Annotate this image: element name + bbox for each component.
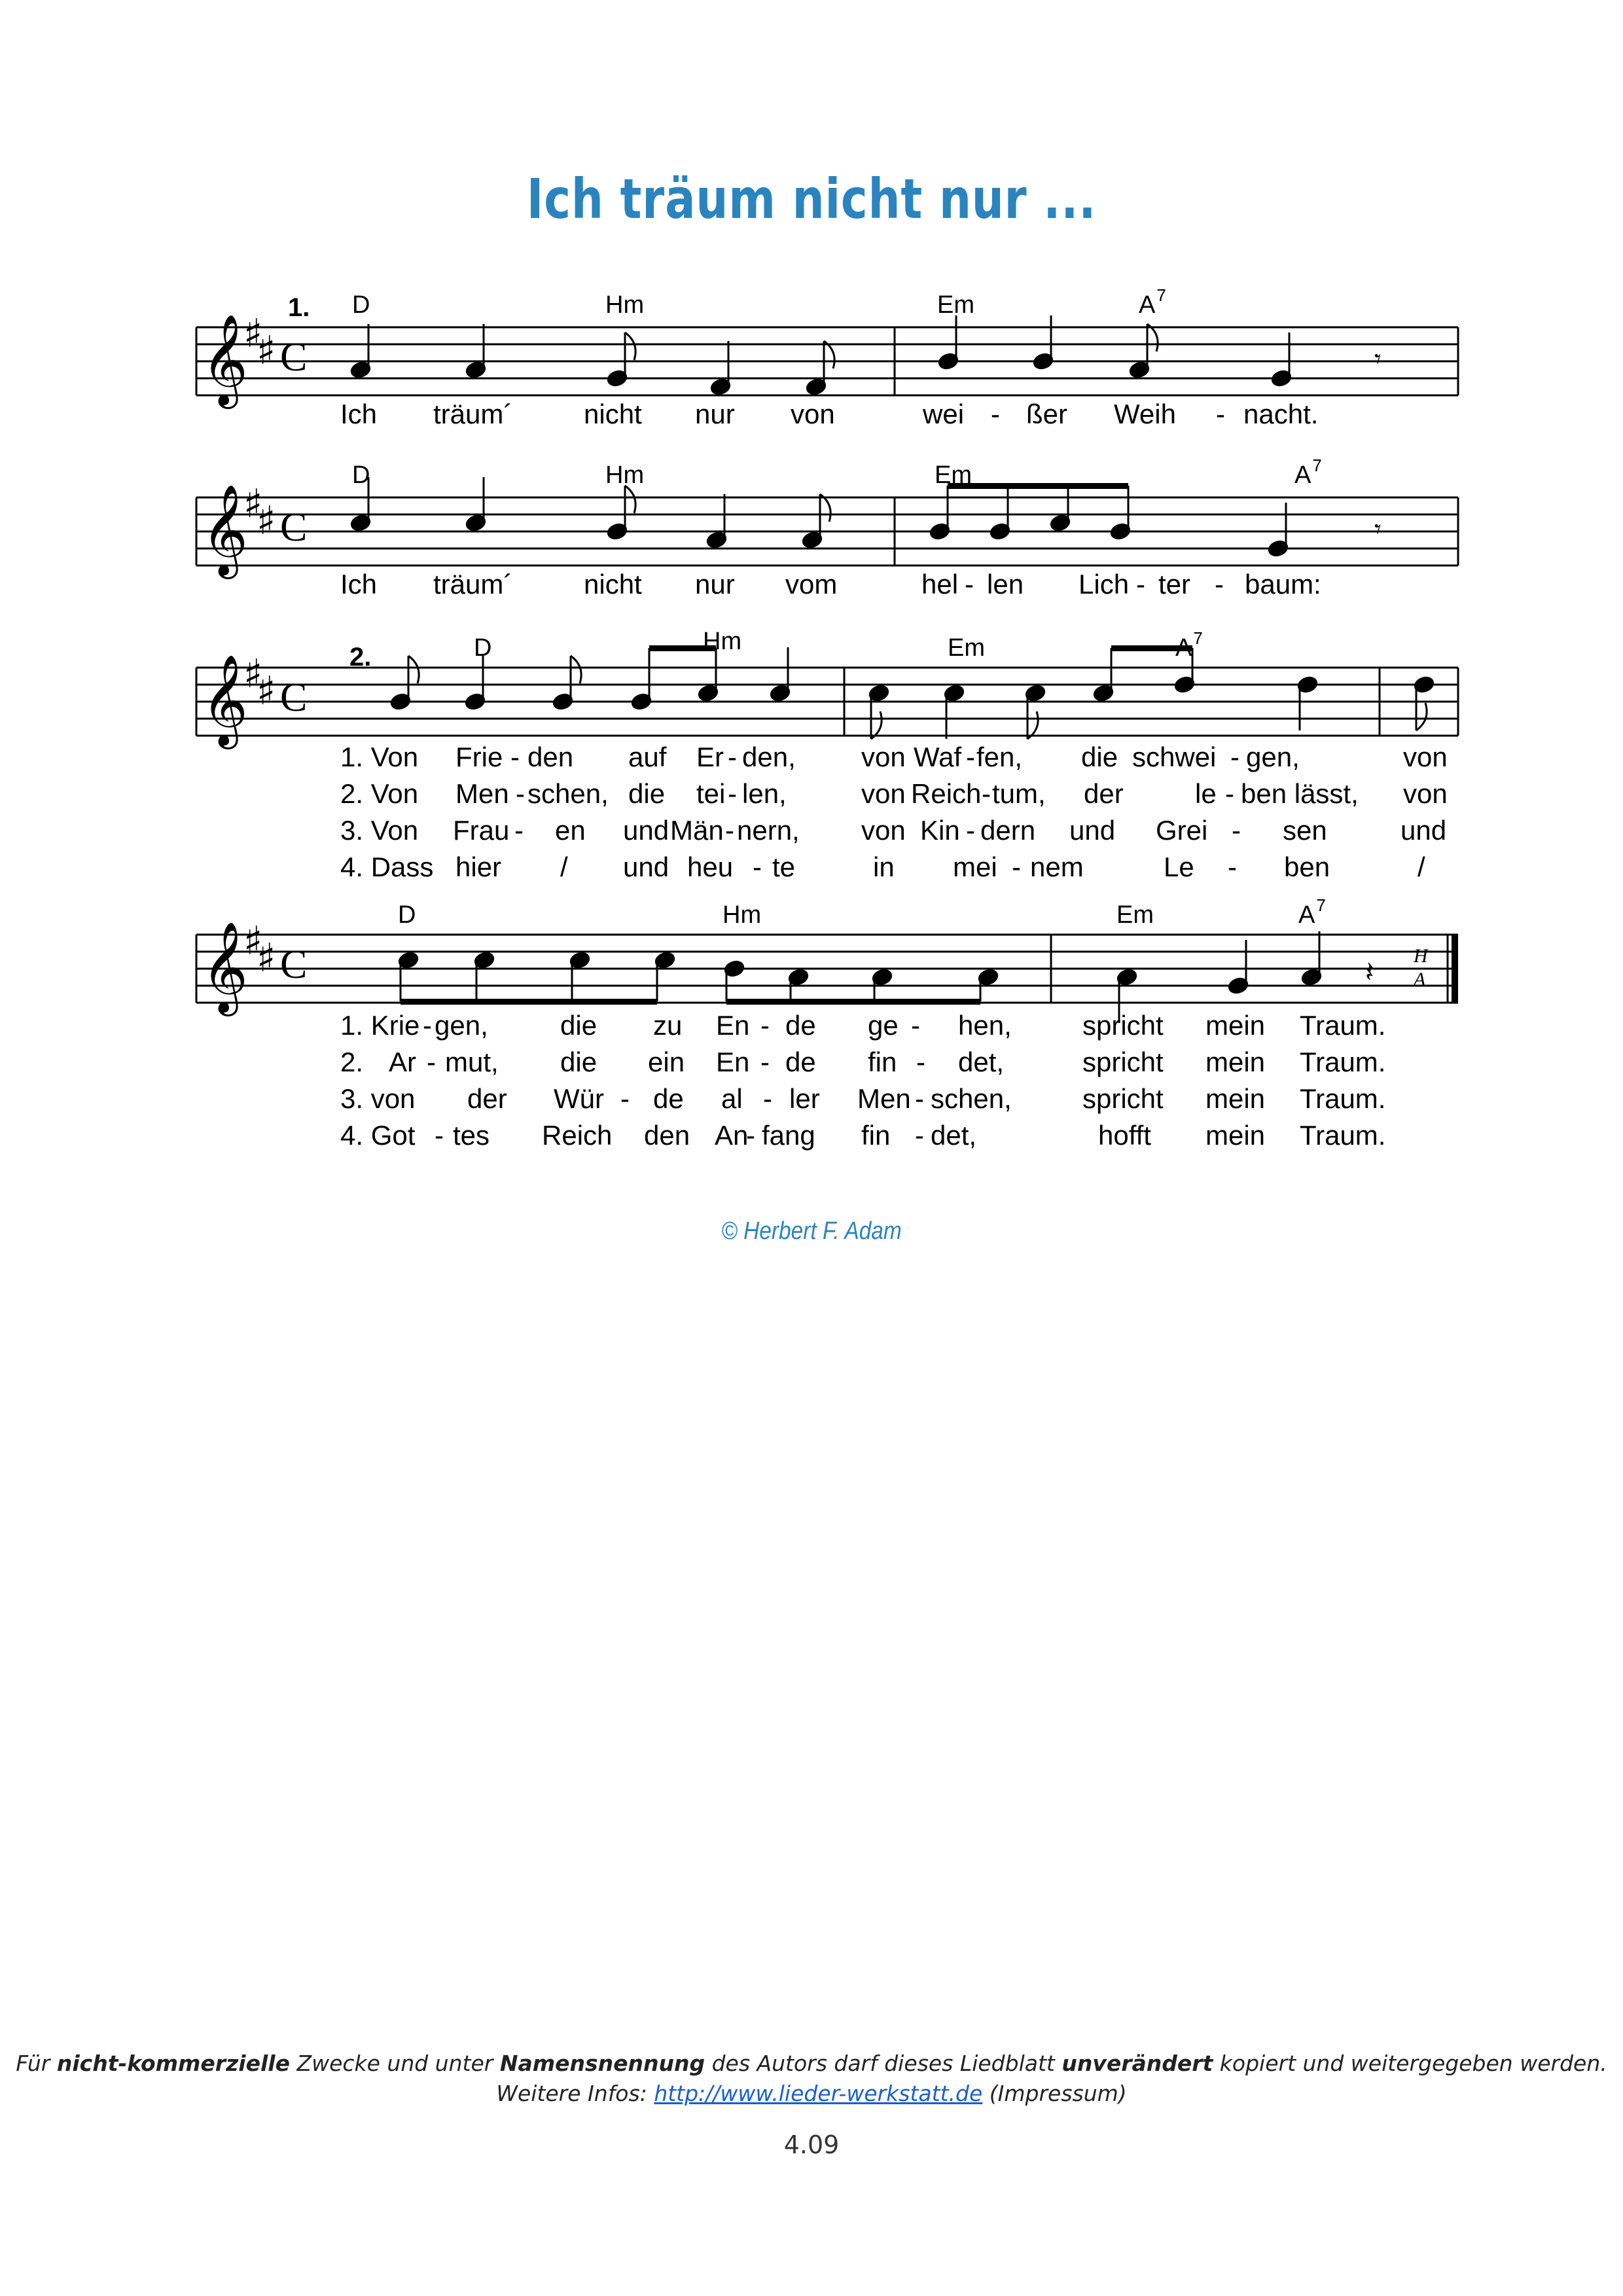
chord-d: D xyxy=(352,461,370,489)
lyric-syllable: Grei xyxy=(1156,815,1208,846)
lyric-syllable: mein xyxy=(1205,1047,1266,1077)
lyric-syllable: von xyxy=(861,778,906,809)
chord-a7: $A^7$ xyxy=(1294,456,1322,489)
lyric-syllable: ßer xyxy=(1026,399,1067,429)
lyric-syllable: ter xyxy=(1158,569,1191,600)
lyric-syllable: tum, xyxy=(992,778,1046,809)
lyric-syllable: Män xyxy=(670,815,724,846)
lyric-syllable: - xyxy=(915,1083,924,1114)
treble-clef-icon: 𝄞 xyxy=(202,314,248,405)
lyric-syllable: und xyxy=(623,852,669,882)
lyric-syllable: - xyxy=(510,742,520,772)
lyric-syllable: ben lässt, xyxy=(1241,778,1359,809)
lyric-syllable: den xyxy=(644,1120,690,1151)
svg-text:♯: ♯ xyxy=(243,651,263,697)
lyric-syllable: - xyxy=(965,569,974,600)
svg-text:C: C xyxy=(280,335,308,380)
svg-text:♯: ♯ xyxy=(257,935,276,981)
lyric-syllable: hel xyxy=(921,569,959,600)
lyric-syllable: fen, xyxy=(976,742,1023,772)
lyric-syllable: mei xyxy=(953,852,997,882)
lyric-syllable: de xyxy=(785,1010,816,1041)
lyric-syllable: de xyxy=(653,1083,684,1114)
lyric-syllable: - xyxy=(1228,852,1237,882)
lyric-syllable: von xyxy=(1403,778,1448,809)
lyric-syllable: und xyxy=(623,815,669,846)
chord-em: Em xyxy=(937,291,974,319)
lyric-syllable: Reich xyxy=(911,778,982,809)
lyric-syllable: - xyxy=(1215,569,1224,600)
svg-text:C: C xyxy=(280,505,308,550)
lyric-syllable: von xyxy=(1403,742,1448,772)
lyric-syllable: - xyxy=(763,1083,772,1114)
lyric-syllable: mein xyxy=(1205,1083,1266,1114)
lyric-syllable: Ar xyxy=(389,1047,416,1077)
lyric-syllable: die xyxy=(560,1047,597,1077)
lyric-syllable: len xyxy=(987,569,1024,600)
svg-text:♯: ♯ xyxy=(243,311,263,357)
lyric-syllable: mein xyxy=(1205,1120,1266,1151)
info-line: Weitere Infos: http://www.lieder-werkstatt.de (Impressum) xyxy=(496,2081,1127,2106)
lyric-syllable: 1. Krie xyxy=(340,1010,420,1041)
lyric-syllable: - xyxy=(1012,852,1021,882)
lyric-syllable: Frau xyxy=(453,815,510,846)
lyric-syllable: fang xyxy=(762,1120,815,1151)
chord-hm: Hm xyxy=(605,461,645,489)
lyric-syllable: gen, xyxy=(435,1010,488,1041)
song-title: Ich träum nicht nur ... xyxy=(526,167,1097,231)
lyric-syllable: nacht. xyxy=(1243,399,1319,429)
lyric-syllable: - xyxy=(423,1010,432,1041)
lyric-syllable: gen, xyxy=(1246,742,1300,772)
lyric-syllable: / xyxy=(560,852,568,882)
verse-number: 2. xyxy=(349,643,372,672)
lyric-syllable: träum´ xyxy=(433,399,513,429)
svg-text:♯: ♯ xyxy=(257,328,276,374)
svg-text:♯: ♯ xyxy=(243,918,263,964)
lyric-syllable: Traum. xyxy=(1300,1047,1386,1077)
lyric-syllable: und xyxy=(1069,815,1116,846)
lyric-syllable: - xyxy=(1232,815,1241,846)
lyric-syllable: den, xyxy=(742,742,796,772)
lyric-syllable: spricht xyxy=(1082,1083,1164,1114)
website-link[interactable]: http://www.lieder-werkstatt.de xyxy=(654,2081,983,2106)
chord-em: Em xyxy=(935,461,972,489)
eighth-rest-icon: 𝄾 xyxy=(1374,344,1382,374)
chord-a7: $A^7$ xyxy=(1298,895,1326,929)
lyric-syllable: det, xyxy=(958,1047,1005,1077)
chord-hm: Hm xyxy=(703,628,742,655)
lyric-syllable: Lich xyxy=(1079,569,1130,600)
chord-d: D xyxy=(398,901,416,929)
lyric-syllable: - xyxy=(760,1047,770,1077)
lyric-syllable: in xyxy=(873,852,895,882)
lyric-syllable: - xyxy=(725,815,734,846)
lyric-syllable: / xyxy=(1418,852,1425,882)
lyric-syllable: - xyxy=(966,815,975,846)
lyric-syllable: zu xyxy=(653,1010,683,1041)
svg-text:C: C xyxy=(280,675,308,720)
lyric-syllable: hier xyxy=(455,852,502,882)
lyric-syllable: tei xyxy=(696,778,726,809)
chord-hm: Hm xyxy=(722,901,762,929)
lyric-syllable: - xyxy=(427,1047,436,1077)
lyric-syllable: - xyxy=(760,1010,770,1041)
lyric-syllable: en xyxy=(555,815,586,846)
lyric-syllable: - xyxy=(966,742,975,772)
lyric-syllable: Ich xyxy=(340,399,378,429)
lyric-syllable: - xyxy=(991,399,1000,429)
lyric-syllable: von xyxy=(861,742,906,772)
lyric-syllable: nicht xyxy=(584,399,642,429)
chord-a7: $A^7$ xyxy=(1139,285,1166,319)
lyric-syllable: Weih xyxy=(1114,399,1176,429)
lyric-syllable: 4. Dass xyxy=(340,852,434,882)
chord-em: Em xyxy=(948,634,985,662)
svg-text:♯: ♯ xyxy=(257,668,276,714)
lyric-syllable: nur xyxy=(695,569,735,600)
lyric-syllable: die xyxy=(1081,742,1118,772)
lyric-syllable: 4. Got xyxy=(340,1120,416,1151)
quarter-rest-icon: 𝄽 xyxy=(1365,956,1374,989)
treble-clef-icon: 𝄞 xyxy=(202,484,248,575)
lyric-syllable: fin xyxy=(868,1047,897,1077)
lyric-syllable: ge xyxy=(868,1010,899,1041)
lyric-syllable: auf xyxy=(628,742,667,772)
lyric-syllable: ler xyxy=(789,1083,820,1114)
lyric-syllable: nicht xyxy=(584,569,642,600)
chord-em: Em xyxy=(1116,901,1154,929)
lyric-syllable: von xyxy=(861,815,906,846)
staff-4 xyxy=(0,0,1623,1113)
lyric-syllable: - xyxy=(435,1120,444,1151)
lyric-syllable: - xyxy=(911,1010,920,1041)
lyric-syllable: 2. xyxy=(340,1047,364,1077)
lyric-syllable: len, xyxy=(742,778,787,809)
svg-text:♯: ♯ xyxy=(243,481,263,527)
lyric-syllable: Er xyxy=(696,742,724,772)
lyric-syllable: der xyxy=(1084,778,1124,809)
lyric-syllable: 3. von xyxy=(340,1083,416,1114)
lyric-syllable: schwei xyxy=(1132,742,1217,772)
lyric-syllable: die xyxy=(560,1010,597,1041)
page-number: 4.09 xyxy=(783,2130,840,2159)
lyric-syllable: hofft xyxy=(1098,1120,1151,1151)
lyric-syllable: ben xyxy=(1284,852,1330,882)
lyric-syllable: träum´ xyxy=(433,569,513,600)
lyric-syllable: det, xyxy=(931,1120,977,1151)
lyric-syllable: Le xyxy=(1164,852,1194,882)
svg-text:♯: ♯ xyxy=(257,498,276,544)
lyric-syllable: schen, xyxy=(527,778,609,809)
lyric-syllable: Traum. xyxy=(1300,1010,1386,1041)
chord-d: D xyxy=(474,634,492,662)
lyric-syllable: - xyxy=(1230,742,1240,772)
lyric-syllable: und xyxy=(1400,815,1447,846)
treble-clef-icon: 𝄞 xyxy=(202,655,248,745)
lyric-syllable: Traum. xyxy=(1300,1083,1386,1114)
lyric-syllable: Wür xyxy=(554,1083,604,1114)
lyric-syllable: - xyxy=(1225,778,1234,809)
lyric-syllable: - xyxy=(916,1047,925,1077)
lyric-syllable: Men xyxy=(455,778,509,809)
lyric-syllable: die xyxy=(628,778,666,809)
lyric-syllable: - xyxy=(728,742,737,772)
lyric-syllable: Waf xyxy=(914,742,962,772)
lyric-syllable: mut, xyxy=(445,1047,499,1077)
lyric-syllable: spricht xyxy=(1082,1047,1164,1077)
lyric-syllable: Traum. xyxy=(1300,1120,1386,1151)
lyric-syllable: - xyxy=(746,1120,755,1151)
lyric-syllable: de xyxy=(785,1047,816,1077)
lyric-syllable: - xyxy=(514,815,524,846)
lyric-syllable: En xyxy=(716,1010,750,1041)
lyric-syllable: 3. Von xyxy=(340,815,419,846)
lyric-syllable: nern, xyxy=(737,815,800,846)
svg-text:A: A xyxy=(1414,969,1426,990)
lyric-syllable: 1. Von xyxy=(340,742,419,772)
lyric-syllable: mein xyxy=(1205,1010,1266,1041)
lyric-syllable: vom xyxy=(785,569,838,600)
lyric-syllable: tes xyxy=(453,1120,490,1151)
final-barline xyxy=(1452,935,1458,1003)
lyric-syllable: nem xyxy=(1030,852,1084,882)
chord-hm: Hm xyxy=(605,291,645,319)
lyric-syllable: Men xyxy=(857,1083,911,1114)
lyric-syllable: Frie xyxy=(455,742,503,772)
lyric-syllable: 2. Von xyxy=(340,778,419,809)
lyric-syllable: An xyxy=(715,1120,749,1151)
lyric-syllable: le xyxy=(1195,778,1217,809)
eighth-rest-icon: 𝄾 xyxy=(1374,514,1382,545)
license-notice xyxy=(0,2049,1623,2109)
lyric-syllable: schen, xyxy=(931,1083,1012,1114)
lyric-syllable: Ich xyxy=(340,569,378,600)
treble-clef-icon: 𝄞 xyxy=(202,922,248,1013)
chord-d: D xyxy=(352,291,370,319)
lyric-syllable: Reich xyxy=(542,1120,613,1151)
lyric-syllable: - xyxy=(753,852,762,882)
lyric-syllable: - xyxy=(1136,569,1145,600)
lyric-syllable: - xyxy=(982,778,991,809)
lyric-syllable: spricht xyxy=(1082,1010,1164,1041)
lyric-syllable: fin xyxy=(861,1120,891,1151)
lyric-syllable: wei xyxy=(923,399,965,429)
lyric-syllable: - xyxy=(620,1083,630,1114)
license-line: Für nicht-kommerzielle Zwecke und unter Namensnennung des Autors darf dieses Liedblatt unverändert kopiert und weitergegeben werden. xyxy=(16,2051,1607,2076)
svg-text:C: C xyxy=(280,942,308,987)
lyric-syllable: - xyxy=(915,1120,924,1151)
lyric-syllable: al xyxy=(721,1083,743,1114)
lyric-syllable: den xyxy=(527,742,574,772)
lyric-syllable: Kin xyxy=(920,815,960,846)
lyric-syllable: En xyxy=(716,1047,750,1077)
verse-number: 1. xyxy=(288,293,310,322)
lyric-syllable: - xyxy=(728,778,737,809)
lyric-syllable: hen, xyxy=(958,1010,1012,1041)
lyric-syllable: - xyxy=(1216,399,1225,429)
chord-a7: $A^7$ xyxy=(1175,628,1203,662)
copyright-notice: © Herbert F. Adam xyxy=(721,1217,902,1245)
lyric-syllable: von xyxy=(791,399,835,429)
lyric-syllable: heu xyxy=(687,852,734,882)
lyric-syllable: sen xyxy=(1283,815,1327,846)
lyric-syllable: ein xyxy=(648,1047,685,1077)
svg-text:H: H xyxy=(1414,945,1428,967)
lyric-syllable: dern xyxy=(980,815,1036,846)
lyric-syllable: te xyxy=(772,852,796,882)
lyric-syllable: nur xyxy=(695,399,735,429)
lyric-syllable: der xyxy=(467,1083,507,1114)
lyric-syllable: baum: xyxy=(1245,569,1321,600)
lyric-syllable: - xyxy=(516,778,525,809)
